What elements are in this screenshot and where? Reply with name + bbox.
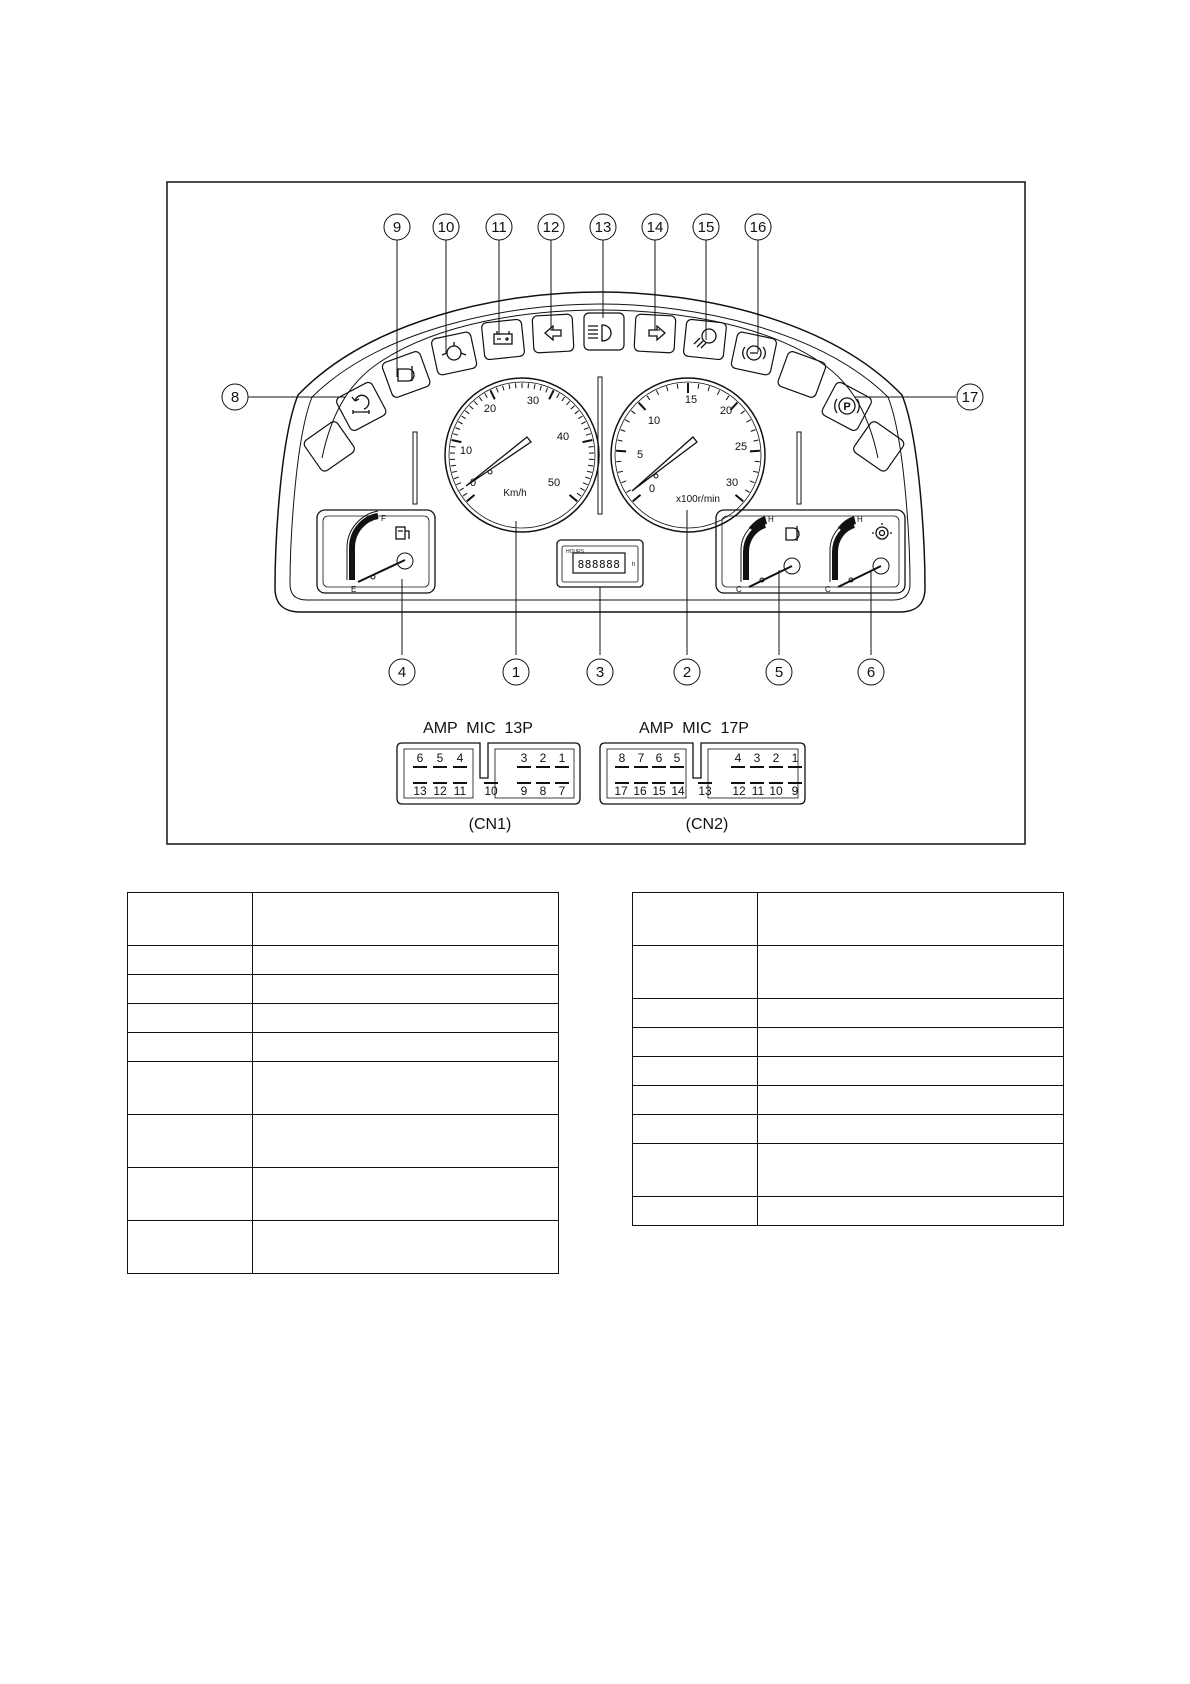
table-row — [633, 1144, 1064, 1197]
hour-meter-value: 888888 — [577, 558, 621, 571]
cn2-pin: 5 — [673, 751, 681, 765]
gauge-tick — [557, 393, 560, 397]
fuel-gauge — [317, 510, 435, 594]
gauge-tick — [496, 388, 498, 393]
gauge-tick — [451, 465, 456, 466]
gauge-tick — [462, 416, 466, 419]
cn2-pin: 17 — [614, 784, 628, 798]
hour-meter — [557, 540, 643, 587]
tachometer-gauge — [611, 378, 765, 532]
gauge-tick — [459, 488, 463, 491]
gauge-tick — [585, 477, 590, 479]
brake-warning-icon — [743, 346, 766, 360]
gauge-tick — [736, 495, 744, 501]
callout-8 — [222, 384, 248, 410]
cn1-pin: 7 — [558, 784, 566, 798]
callout-number: 13 — [594, 219, 612, 236]
callout-9 — [384, 214, 410, 240]
transmission-temp-high-label: H — [857, 515, 863, 524]
cn1-pin: 9 — [520, 784, 528, 798]
callout-number: 1 — [511, 664, 521, 681]
cn2-pin: 11 — [751, 784, 765, 798]
gauge-tick — [453, 434, 458, 436]
gauge-tick — [452, 440, 462, 442]
battery-charge-icon — [494, 331, 512, 344]
cn2-pin: 13 — [698, 784, 712, 798]
gauge-tick — [741, 411, 745, 414]
lamp-window-10 — [431, 331, 478, 376]
gauge-tick — [753, 471, 758, 472]
lamp-window-blank-right — [852, 420, 906, 473]
gauge-tick — [578, 416, 582, 419]
gauge-tick — [540, 386, 541, 391]
table-row — [128, 893, 559, 946]
cn1-pin: 3 — [520, 751, 528, 765]
gauge-tick — [509, 384, 510, 389]
lamp-window-13 — [584, 313, 624, 350]
gauge-tick — [463, 493, 467, 496]
callout-number: 4 — [397, 664, 407, 681]
cn2-pin: 8 — [618, 751, 626, 765]
callout-15 — [693, 214, 719, 240]
gauge-tick — [625, 420, 629, 423]
cn2-pin: 6 — [655, 751, 663, 765]
gauge-tick — [562, 397, 565, 401]
callout-5 — [766, 659, 792, 685]
gauge-tick — [586, 434, 591, 436]
gauge-tick — [754, 440, 759, 441]
speedometer-needle — [466, 437, 531, 486]
work-lamp-icon — [694, 329, 716, 348]
hour-meter-label: HOURS — [566, 549, 585, 555]
temperature-gauges — [716, 510, 905, 594]
gauge-tick — [618, 471, 623, 472]
cn2-pin: 7 — [637, 751, 645, 765]
gauge-tick — [503, 386, 504, 391]
speedo-tick-label: 0 — [469, 477, 477, 489]
tacho-tick-label: 15 — [684, 394, 698, 406]
gauge-tick — [616, 461, 621, 462]
lamp-window-8 — [335, 381, 388, 432]
cn1-title: AMP MIC 13P — [423, 720, 533, 737]
gauge-tick — [454, 477, 459, 479]
gauge-tick — [647, 396, 650, 400]
gauge-tick — [677, 384, 678, 389]
gauge-tick — [451, 447, 456, 448]
gauge-tick — [589, 447, 594, 448]
fuel-gauge-low-label: E — [351, 585, 357, 594]
callout-number: 5 — [774, 664, 784, 681]
lamp-window-12 — [532, 314, 574, 353]
callout-number: 6 — [866, 664, 876, 681]
gauge-tick — [479, 397, 482, 401]
oil-temp-needle — [749, 566, 792, 587]
speedometer-gauge — [445, 378, 599, 532]
cn1-pin: 6 — [416, 751, 424, 765]
transmission-temp-needle — [838, 566, 881, 587]
tacho-tick-label: 0 — [648, 483, 656, 495]
gauge-tick — [470, 406, 474, 409]
gauge-tick — [567, 401, 570, 405]
indicator-icons — [352, 325, 859, 414]
cn1-pin: 12 — [433, 784, 447, 798]
tacho-tick-label: 5 — [636, 449, 644, 461]
indicator-windows — [302, 313, 905, 473]
cn2-pin: 16 — [633, 784, 647, 798]
callout-1 — [503, 659, 529, 685]
cn1-pin: 2 — [539, 751, 547, 765]
gauge-tick — [456, 483, 461, 485]
cn2-caption: (CN2) — [685, 816, 729, 833]
engine-oil-pressure-icon — [398, 366, 414, 381]
gauge-tick — [575, 411, 579, 414]
speedometer-unit-label: Km/h — [503, 488, 527, 499]
svg-text:P: P — [843, 401, 851, 413]
cn2-title: AMP MIC 17P — [639, 720, 749, 737]
callout-4 — [389, 659, 415, 685]
gauge-tick — [633, 495, 641, 501]
tacho-tick-label: 20 — [719, 405, 733, 417]
lamp-window-blank-upper-right — [777, 350, 827, 398]
cn1-pin: 8 — [539, 784, 547, 798]
gauge-tick — [474, 401, 477, 405]
gauge-tick — [571, 406, 575, 409]
fuel-pump-icon — [396, 527, 409, 539]
gauge-tick — [465, 411, 469, 414]
fuel-gauge-high-label: F — [381, 514, 386, 523]
callout-14 — [642, 214, 668, 240]
callout-number: 14 — [646, 219, 664, 236]
speedo-tick-label: 30 — [526, 395, 540, 407]
callout-number: 11 — [491, 219, 507, 236]
cn1-caption: (CN1) — [468, 816, 512, 833]
cn1-pin: 13 — [413, 784, 427, 798]
callout-number: 8 — [230, 389, 240, 406]
diagram-frame — [167, 182, 1025, 844]
parking-brake-icon — [835, 398, 860, 414]
pin-table-left — [127, 892, 559, 1274]
pin-table-right — [632, 892, 1064, 1226]
table-row — [633, 1057, 1064, 1086]
callout-13 — [590, 214, 616, 240]
cn2-pin: 15 — [652, 784, 666, 798]
callout-16 — [745, 214, 771, 240]
table-row — [633, 1086, 1064, 1115]
connector-cn1 — [397, 720, 580, 833]
table-row — [128, 1168, 559, 1221]
gauge-tick — [750, 481, 755, 483]
gauge-tick — [588, 465, 593, 466]
cn1-pin: 11 — [453, 784, 467, 798]
table-row — [128, 1115, 559, 1168]
gauge-tick — [708, 386, 710, 391]
callout-number: 12 — [542, 219, 560, 236]
gauge-tick — [490, 390, 494, 399]
callout-number: 16 — [749, 219, 767, 236]
table-row — [633, 1197, 1064, 1226]
speedo-tick-label: 10 — [459, 445, 473, 457]
table-row — [128, 1062, 559, 1115]
gauge-tick — [546, 388, 548, 393]
transmission-temperature-icon — [872, 523, 892, 539]
cn2-pin: 2 — [772, 751, 780, 765]
gauge-tick — [616, 451, 626, 452]
gauge-tick — [698, 384, 699, 389]
callout-number: 2 — [682, 664, 692, 681]
gauge-tick — [717, 390, 719, 395]
cn1-pin: 10 — [484, 784, 498, 798]
gauge-tick — [746, 420, 750, 423]
gauge-tick — [534, 384, 535, 389]
gauge-tick — [570, 495, 578, 501]
callout-number: 17 — [961, 389, 979, 406]
table-row — [128, 1033, 559, 1062]
callout-6 — [858, 659, 884, 685]
lamp-window-11 — [481, 319, 525, 360]
callout-number: 10 — [437, 219, 455, 236]
cn2-pin: 10 — [769, 784, 783, 798]
table-row — [128, 975, 559, 1004]
gauge-tick — [455, 428, 460, 430]
speedo-tick-label: 20 — [483, 403, 497, 415]
callout-number: 15 — [697, 219, 715, 236]
callout-10 — [433, 214, 459, 240]
gauge-tick — [750, 451, 760, 452]
gauge-tick — [745, 490, 749, 493]
cn1-pin: 5 — [436, 751, 444, 765]
turn-left-arrow-icon — [545, 326, 561, 340]
gauge-tick — [639, 403, 646, 410]
cn1-pin: 4 — [456, 751, 464, 765]
turn-right-arrow-icon — [649, 326, 665, 340]
tacho-tick-label: 10 — [647, 415, 661, 427]
fuel-gauge-needle — [358, 560, 405, 582]
speedo-tick-label: 40 — [556, 431, 570, 443]
gauge-tick — [458, 422, 462, 424]
oil-temperature-icon — [786, 526, 799, 541]
gauge-tick — [622, 481, 627, 483]
gauge-tick — [726, 396, 729, 400]
table-row — [128, 946, 559, 975]
gauge-tick — [631, 411, 635, 414]
gauge-tick — [656, 390, 658, 395]
oil-temperature-gauge — [736, 515, 800, 594]
callout-2 — [674, 659, 700, 685]
transmission-temperature-gauge — [825, 515, 892, 594]
table-row — [633, 999, 1064, 1028]
gauge-tick — [467, 495, 475, 501]
cn2-pin: 12 — [732, 784, 746, 798]
table-row — [128, 1221, 559, 1274]
gauge-tick — [755, 461, 760, 462]
lamp-window-blank-left — [302, 420, 356, 473]
cn2-pin: 9 — [791, 784, 799, 798]
gauge-tick — [452, 471, 457, 472]
gauge-tick — [621, 430, 626, 432]
table-row — [128, 1004, 559, 1033]
callout-17 — [957, 384, 983, 410]
tachometer-scale-labels — [637, 394, 747, 495]
gauge-tick — [583, 440, 593, 442]
callout-number: 3 — [595, 664, 605, 681]
cn2-pin: 1 — [791, 751, 799, 765]
connector-cn2 — [600, 720, 805, 833]
callout-11 — [486, 214, 512, 240]
callout-12 — [538, 214, 564, 240]
cn2-pin: 3 — [753, 751, 761, 765]
table-row — [633, 946, 1064, 999]
speedo-tick-label: 50 — [547, 477, 561, 489]
lamp-window-15 — [683, 319, 727, 360]
speedometer-scale-labels — [460, 395, 569, 489]
oil-temp-low-label: C — [736, 585, 742, 594]
gauge-tick — [577, 493, 581, 496]
gauge-tick — [587, 471, 592, 472]
gauge-tick — [485, 393, 488, 397]
gauge-tick — [584, 428, 589, 430]
tacho-tick-label: 25 — [734, 441, 748, 453]
tachometer-needle — [632, 437, 697, 491]
gauge-tick — [627, 490, 631, 493]
tacho-tick-label: 30 — [725, 477, 739, 489]
gauge-tick — [667, 386, 669, 391]
gauge-tick — [581, 422, 585, 424]
gauge-tick — [751, 430, 756, 432]
tachometer-unit-label: x100r/min — [676, 494, 720, 505]
table-row — [633, 1028, 1064, 1057]
gauge-tick — [580, 488, 584, 491]
cn2-pin: 4 — [734, 751, 742, 765]
preheat-icon — [352, 395, 369, 414]
cn2-pin: 14 — [671, 784, 685, 798]
cn1-pin: 1 — [558, 751, 566, 765]
transmission-temp-low-label: C — [825, 585, 831, 594]
gauge-tick — [618, 440, 623, 441]
hour-meter-unit: h — [632, 562, 636, 568]
callout-3 — [587, 659, 613, 685]
lamp-window-9 — [381, 350, 431, 398]
table-row — [633, 893, 1064, 946]
callout-number: 9 — [392, 219, 402, 236]
table-row — [633, 1115, 1064, 1144]
gauge-tick — [583, 483, 588, 485]
oil-temp-high-label: H — [768, 515, 774, 524]
high-beam-icon — [588, 325, 611, 341]
gauge-tick — [549, 390, 553, 399]
